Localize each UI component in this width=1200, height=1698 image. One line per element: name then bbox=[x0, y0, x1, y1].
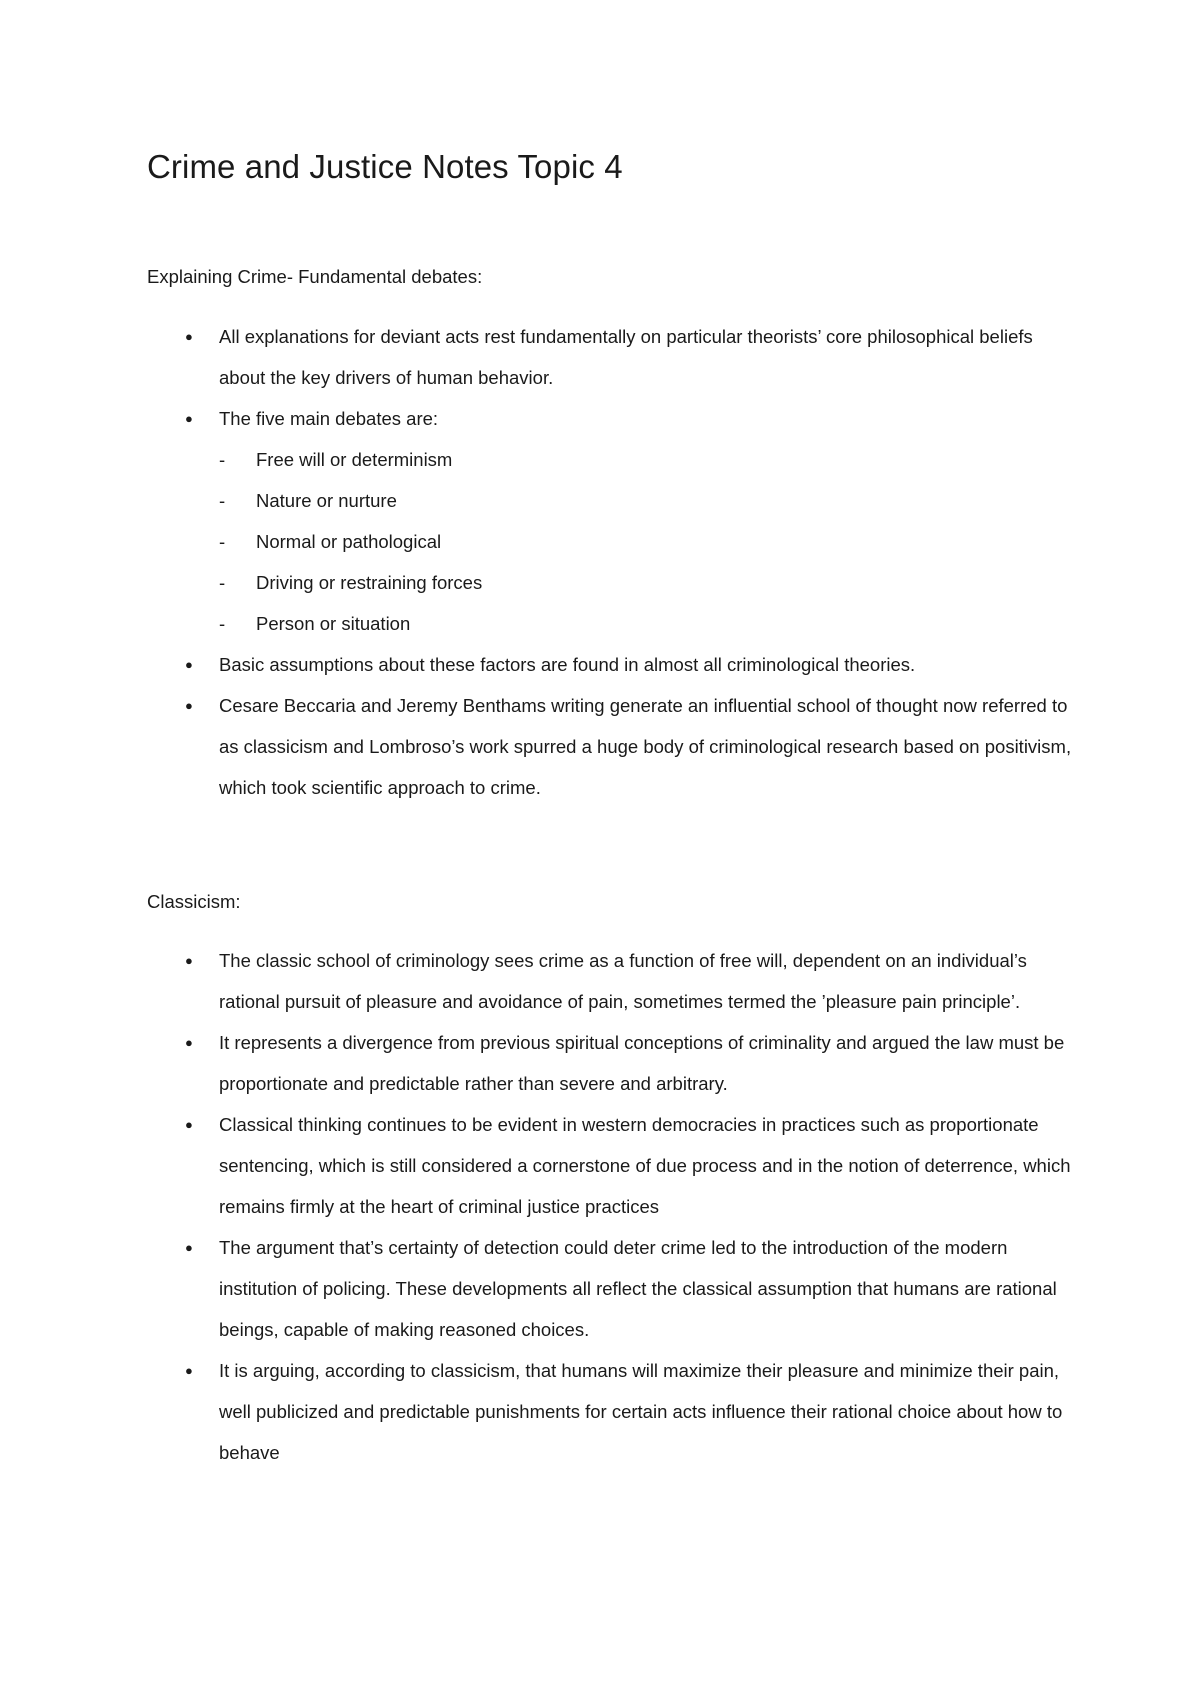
document-title: Crime and Justice Notes Topic 4 bbox=[147, 148, 623, 185]
list-item bbox=[147, 316, 1077, 398]
bullet-marker: ● bbox=[185, 1240, 193, 1255]
list-item-text: Person or situation bbox=[256, 613, 411, 634]
list-item bbox=[147, 1227, 1077, 1350]
list-item-text: Basic assumptions about these factors are found in almost all criminological theories. bbox=[219, 654, 916, 675]
explaining-crime-list bbox=[147, 316, 1077, 808]
dash-marker: - bbox=[219, 449, 226, 470]
sub-list-item bbox=[147, 562, 1077, 603]
list-item-text: All explanations for deviant acts rest fundamentally on particular theorists’ core philosophical beliefs about the key drivers of human behavior. bbox=[219, 326, 1033, 388]
section-heading-classicism: Classicism: bbox=[147, 891, 241, 912]
list-item bbox=[147, 940, 1077, 1022]
list-item bbox=[147, 644, 1077, 685]
sub-list-item bbox=[147, 521, 1077, 562]
list-item-text: Cesare Beccaria and Jeremy Benthams writing generate an influential school of thought now referred to as classicism and Lombroso’s work spurred a huge body of criminological research based on positivism, which took scientific approach to crime. bbox=[219, 695, 1072, 798]
list-item bbox=[147, 1350, 1077, 1473]
list-item-text: It is arguing, according to classicism, that humans will maximize their pleasure and minimize their pain, well publicized and predictable punishments for certain acts influence their rational choice about how to behave bbox=[219, 1360, 1063, 1463]
list-item bbox=[147, 685, 1077, 808]
bullet-marker: ● bbox=[185, 1363, 193, 1378]
list-item-text: Normal or pathological bbox=[256, 531, 442, 552]
bullet-marker: ● bbox=[185, 329, 193, 344]
sub-list-item bbox=[147, 480, 1077, 521]
list-item-text: Nature or nurture bbox=[256, 490, 397, 511]
bullet-marker: ● bbox=[185, 411, 193, 426]
sub-list-item bbox=[147, 439, 1077, 480]
sub-list-item bbox=[147, 603, 1077, 644]
dash-marker: - bbox=[219, 490, 226, 511]
list-item-text: Driving or restraining forces bbox=[256, 572, 483, 593]
dash-marker: - bbox=[219, 531, 226, 552]
bullet-marker: ● bbox=[185, 1117, 193, 1132]
list-item-text: It represents a divergence from previous spiritual conceptions of criminality and argued the law must be proportionate and predictable rather than severe and arbitrary. bbox=[219, 1032, 1065, 1094]
dash-marker: - bbox=[219, 572, 226, 593]
dash-marker: - bbox=[219, 613, 226, 634]
bullet-marker: ● bbox=[185, 698, 193, 713]
list-item-text: The classic school of criminology sees crime as a function of free will, dependent on an individual’s rational pursuit of pleasure and avoidance of pain, sometimes termed the ’pleasure pain principle’. bbox=[219, 950, 1027, 1012]
list-item bbox=[147, 1022, 1077, 1104]
list-item bbox=[147, 398, 1077, 439]
list-item-text: Classical thinking continues to be evident in western democracies in practices such as proportionate sentencing, which is still considered a cornerstone of due process and in the notion of deterrence, which remains firmly at the heart of criminal justice practices bbox=[219, 1114, 1071, 1217]
list-item-text: The argument that’s certainty of detection could deter crime led to the introduction of the modern institution of policing. These developments all reflect the classical assumption that humans are rational beings, capable of making reasoned choices. bbox=[219, 1237, 1057, 1340]
bullet-marker: ● bbox=[185, 1035, 193, 1050]
section-heading-explaining-crime: Explaining Crime- Fundamental debates: bbox=[147, 266, 483, 287]
classicism-list bbox=[147, 940, 1077, 1473]
list-item-text: The five main debates are: bbox=[219, 408, 439, 429]
list-item bbox=[147, 1104, 1077, 1227]
bullet-marker: ● bbox=[185, 657, 193, 672]
bullet-marker: ● bbox=[185, 953, 193, 968]
list-item-text: Free will or determinism bbox=[256, 449, 453, 470]
